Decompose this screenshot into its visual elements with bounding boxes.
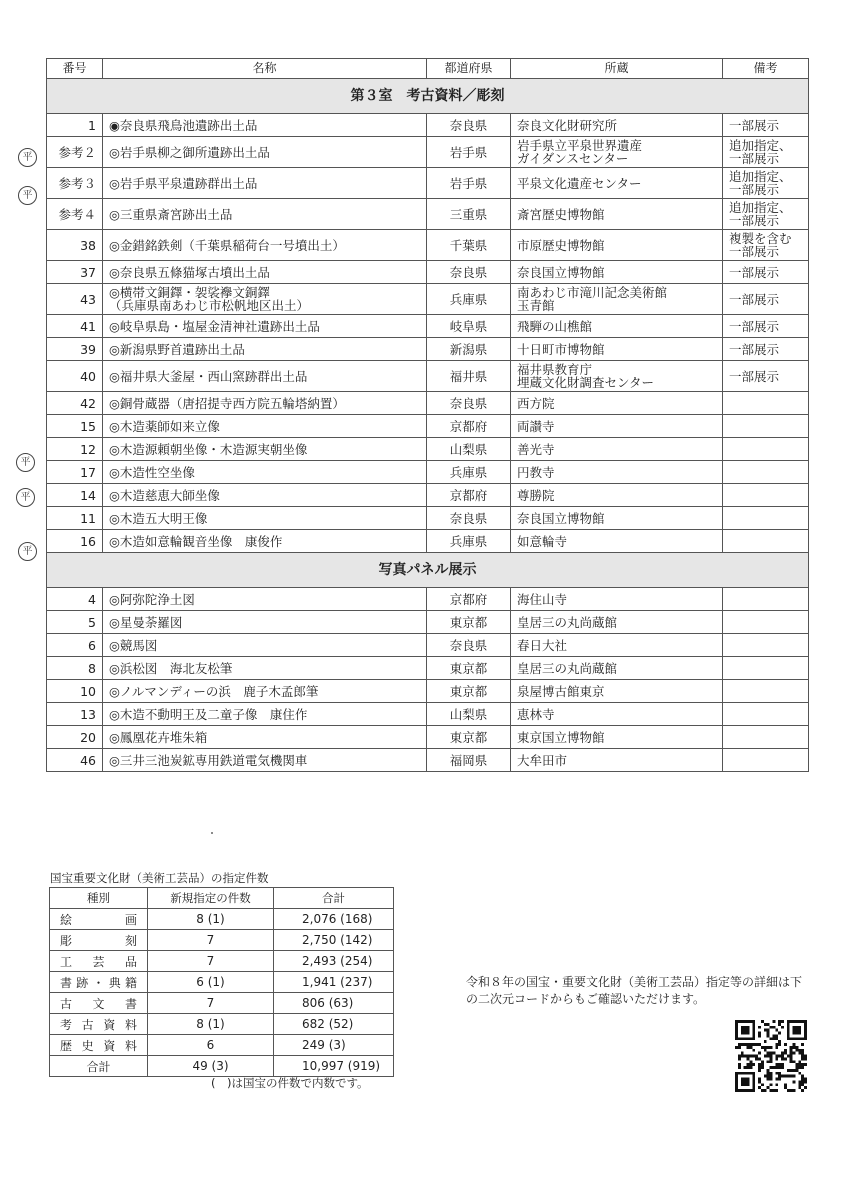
summary-new-count: 7: [148, 951, 274, 972]
row-owner: 尊勝院: [511, 484, 723, 507]
row-prefecture: 山梨県: [427, 438, 511, 461]
row-name: ◎木造慈恵大師坐像: [103, 484, 427, 507]
row-owner: 両讃寺: [511, 415, 723, 438]
section-header-archaeology: [47, 79, 809, 114]
header-owner: 所蔵: [511, 59, 723, 79]
row-remarks: [723, 484, 809, 507]
row-number: 参考２: [47, 137, 103, 168]
row-remarks: 一部展示: [723, 361, 809, 392]
row-name: ◎銅骨蔵器（唐招提寺西方院五輪塔納置）: [103, 392, 427, 415]
scan-speck: [211, 832, 213, 834]
row-name: ◎阿弥陀浄土図: [103, 588, 427, 611]
row-owner: 奈良文化財研究所: [511, 114, 723, 137]
row-remarks: 一部展示: [723, 315, 809, 338]
summary-total: 2,076 (168): [274, 909, 394, 930]
row-owner: 岩手県立平泉世界遺産 ガイダンスセンター: [511, 137, 723, 168]
row-prefecture: 兵庫県: [427, 284, 511, 315]
summary-kind: 歴史資料: [50, 1035, 148, 1056]
table-row: [47, 114, 809, 137]
row-remarks: [723, 438, 809, 461]
row-owner: 平泉文化遺産センター: [511, 168, 723, 199]
table-row: [47, 484, 809, 507]
row-prefecture: 新潟県: [427, 338, 511, 361]
header-number: 番号: [47, 59, 103, 79]
summary-total: 249 (3): [274, 1035, 394, 1056]
summary-row: [50, 930, 394, 951]
row-number: 43: [47, 284, 103, 315]
table-row: [47, 530, 809, 553]
table-row: [47, 657, 809, 680]
row-number: 46: [47, 749, 103, 772]
row-name: ◎奈良県五條猫塚古墳出土品: [103, 261, 427, 284]
table-row: [47, 749, 809, 772]
table-row: [47, 507, 809, 530]
row-name: ◎木造如意輪観音坐像 康俊作: [103, 530, 427, 553]
row-number: 13: [47, 703, 103, 726]
seal-stamp-icon: 平: [18, 148, 37, 167]
row-owner: 皇居三の丸尚蔵館: [511, 611, 723, 634]
row-remarks: 複製を含む 一部展示: [723, 230, 809, 261]
row-prefecture: 兵庫県: [427, 530, 511, 553]
row-remarks: 追加指定、 一部展示: [723, 137, 809, 168]
seal-stamp-icon: 平: [16, 453, 35, 472]
summary-title: 国宝重要文化財（美術工芸品）の指定件数: [50, 871, 269, 885]
row-owner: 十日町市博物館: [511, 338, 723, 361]
table-row: [47, 338, 809, 361]
row-name: ◉奈良県飛鳥池遺跡出土品: [103, 114, 427, 137]
row-remarks: [723, 680, 809, 703]
row-owner: 市原歴史博物館: [511, 230, 723, 261]
row-prefecture: 奈良県: [427, 392, 511, 415]
row-prefecture: 福岡県: [427, 749, 511, 772]
row-name: ◎鳳凰花卉堆朱箱: [103, 726, 427, 749]
row-number: 20: [47, 726, 103, 749]
summary-total: 682 (52): [274, 1014, 394, 1035]
row-number: 4: [47, 588, 103, 611]
row-prefecture: 奈良県: [427, 114, 511, 137]
row-remarks: [723, 588, 809, 611]
table-row: [47, 315, 809, 338]
table-row: [47, 438, 809, 461]
row-number: 8: [47, 657, 103, 680]
seal-stamp-icon: 平: [16, 488, 35, 507]
row-name: ◎木造薬師如来立像: [103, 415, 427, 438]
summary-row: [50, 972, 394, 993]
row-name: ◎三井三池炭鉱専用鉄道電気機関車: [103, 749, 427, 772]
table-row: [47, 168, 809, 199]
row-name: ◎木造源頼朝坐像・木造源実朝坐像: [103, 438, 427, 461]
summary-header-total: 合計: [274, 888, 394, 909]
row-remarks: [723, 392, 809, 415]
row-remarks: [723, 634, 809, 657]
row-number: 40: [47, 361, 103, 392]
row-name: ◎金錯銘鉄剣（千葉県稲荷台一号墳出土）: [103, 230, 427, 261]
summary-row: [50, 993, 394, 1014]
row-remarks: [723, 749, 809, 772]
seal-stamp-icon: 平: [18, 186, 37, 205]
summary-kind: 彫刻: [50, 930, 148, 951]
table-row: [47, 680, 809, 703]
row-owner: 春日大社: [511, 634, 723, 657]
row-prefecture: 東京都: [427, 657, 511, 680]
header-remarks: 備考: [723, 59, 809, 79]
row-owner: 斎宮歴史博物館: [511, 199, 723, 230]
footer-note: 令和８年の国宝・重要文化財（美術工芸品）指定等の詳細は下の二次元コードからもご確認いただけます。: [466, 975, 803, 1006]
header-name: 名称: [103, 59, 427, 79]
summary-header-new: 新規指定の件数: [148, 888, 274, 909]
summary-kind: 古文書: [50, 993, 148, 1014]
summary-new-count: 7: [148, 993, 274, 1014]
row-owner: 南あわじ市滝川記念美術館 玉青館: [511, 284, 723, 315]
row-prefecture: 奈良県: [427, 507, 511, 530]
row-prefecture: 千葉県: [427, 230, 511, 261]
row-number: 17: [47, 461, 103, 484]
row-number: 37: [47, 261, 103, 284]
row-number: 6: [47, 634, 103, 657]
row-number: 42: [47, 392, 103, 415]
table-row: [47, 703, 809, 726]
row-name: ◎星曼荼羅図: [103, 611, 427, 634]
row-number: 5: [47, 611, 103, 634]
table-row: [47, 634, 809, 657]
summary-kind: 書跡・典籍: [50, 972, 148, 993]
designation-table: [46, 58, 809, 772]
row-remarks: [723, 530, 809, 553]
summary-kind: 考古資料: [50, 1014, 148, 1035]
table-row: [47, 361, 809, 392]
row-owner: 皇居三の丸尚蔵館: [511, 657, 723, 680]
row-prefecture: 兵庫県: [427, 461, 511, 484]
row-name: ◎木造不動明王及二童子像 康住作: [103, 703, 427, 726]
summary-new-count: 8 (1): [148, 1014, 274, 1035]
table-row: [47, 415, 809, 438]
row-remarks: 一部展示: [723, 261, 809, 284]
row-prefecture: 東京都: [427, 680, 511, 703]
summary-total: 2,750 (142): [274, 930, 394, 951]
seal-stamp-icon: 平: [18, 542, 37, 561]
row-remarks: [723, 657, 809, 680]
summary-new-count: 6: [148, 1035, 274, 1056]
row-owner: 西方院: [511, 392, 723, 415]
summary-kind: 合計: [50, 1056, 148, 1077]
summary-row: [50, 1056, 394, 1077]
table-row: [47, 611, 809, 634]
section-header-photo-panels: [47, 553, 809, 588]
row-remarks: 一部展示: [723, 114, 809, 137]
summary-row: [50, 909, 394, 930]
row-prefecture: 岩手県: [427, 168, 511, 199]
row-name: ◎木造性空坐像: [103, 461, 427, 484]
section-title: 写真パネル展示: [47, 553, 809, 588]
section-title: 第３室 考古資料／彫刻: [47, 79, 809, 114]
row-remarks: 追加指定、 一部展示: [723, 168, 809, 199]
summary-total: 806 (63): [274, 993, 394, 1014]
row-owner: 善光寺: [511, 438, 723, 461]
row-prefecture: 東京都: [427, 611, 511, 634]
row-prefecture: 京都府: [427, 484, 511, 507]
row-owner: 海住山寺: [511, 588, 723, 611]
row-prefecture: 山梨県: [427, 703, 511, 726]
summary-note: ( )は国宝の件数で内数です。: [211, 1076, 369, 1090]
summary-row: [50, 1035, 394, 1056]
row-remarks: [723, 507, 809, 530]
row-remarks: 一部展示: [723, 284, 809, 315]
row-name: ◎岩手県平泉遺跡群出土品: [103, 168, 427, 199]
row-owner: 円教寺: [511, 461, 723, 484]
row-owner: 福井県教育庁 埋蔵文化財調査センター: [511, 361, 723, 392]
summary-new-count: 8 (1): [148, 909, 274, 930]
summary-new-count: 6 (1): [148, 972, 274, 993]
row-prefecture: 福井県: [427, 361, 511, 392]
table-row: [47, 230, 809, 261]
row-owner: 恵林寺: [511, 703, 723, 726]
header-prefecture: 都道府県: [427, 59, 511, 79]
header-row: [47, 59, 809, 79]
row-number: 41: [47, 315, 103, 338]
row-prefecture: 岩手県: [427, 137, 511, 168]
summary-total: 2,493 (254): [274, 951, 394, 972]
summary-new-count: 49 (3): [148, 1056, 274, 1077]
row-remarks: [723, 415, 809, 438]
row-name: ◎岐阜県島・塩屋金清神社遺跡出土品: [103, 315, 427, 338]
row-remarks: [723, 611, 809, 634]
table-row: [47, 588, 809, 611]
row-remarks: [723, 726, 809, 749]
summary-table: [49, 887, 394, 1077]
row-owner: 飛騨の山樵館: [511, 315, 723, 338]
table-row: [47, 137, 809, 168]
row-number: 16: [47, 530, 103, 553]
summary-kind: 絵画: [50, 909, 148, 930]
row-number: 10: [47, 680, 103, 703]
table-row: [47, 284, 809, 315]
row-prefecture: 奈良県: [427, 634, 511, 657]
row-remarks: 一部展示: [723, 338, 809, 361]
summary-header-kind: 種別: [50, 888, 148, 909]
summary-new-count: 7: [148, 930, 274, 951]
row-name: ◎岩手県柳之御所遺跡出土品: [103, 137, 427, 168]
row-prefecture: 岐阜県: [427, 315, 511, 338]
row-remarks: [723, 461, 809, 484]
table-row: [47, 461, 809, 484]
summary-kind: 工芸品: [50, 951, 148, 972]
row-name: ◎浜松図 海北友松筆: [103, 657, 427, 680]
row-name: ◎三重県斎宮跡出土品: [103, 199, 427, 230]
summary-row: [50, 1014, 394, 1035]
table-row: [47, 726, 809, 749]
row-remarks: 追加指定、 一部展示: [723, 199, 809, 230]
row-prefecture: 奈良県: [427, 261, 511, 284]
row-number: 39: [47, 338, 103, 361]
row-number: 12: [47, 438, 103, 461]
row-prefecture: 三重県: [427, 199, 511, 230]
row-prefecture: 京都府: [427, 415, 511, 438]
row-number: 15: [47, 415, 103, 438]
summary-total: 10,997 (919): [274, 1056, 394, 1077]
row-owner: 東京国立博物館: [511, 726, 723, 749]
row-owner: 奈良国立博物館: [511, 261, 723, 284]
row-name: ◎新潟県野首遺跡出土品: [103, 338, 427, 361]
row-owner: 如意輪寺: [511, 530, 723, 553]
row-name: ◎福井県大釜屋・西山窯跡群出土品: [103, 361, 427, 392]
row-number: 参考３: [47, 168, 103, 199]
table-row: [47, 199, 809, 230]
row-prefecture: 東京都: [427, 726, 511, 749]
row-number: 14: [47, 484, 103, 507]
summary-total: 1,941 (237): [274, 972, 394, 993]
row-owner: 奈良国立博物館: [511, 507, 723, 530]
row-remarks: [723, 703, 809, 726]
row-number: 1: [47, 114, 103, 137]
table-row: [47, 392, 809, 415]
row-name: ◎競馬図: [103, 634, 427, 657]
row-number: 38: [47, 230, 103, 261]
row-number: 参考４: [47, 199, 103, 230]
row-prefecture: 京都府: [427, 588, 511, 611]
row-name: ◎木造五大明王像: [103, 507, 427, 530]
row-owner: 大牟田市: [511, 749, 723, 772]
row-name: ◎ノルマンディーの浜 鹿子木孟郎筆: [103, 680, 427, 703]
summary-row: [50, 951, 394, 972]
qr-code-icon[interactable]: [735, 1020, 807, 1092]
row-owner: 泉屋博古館東京: [511, 680, 723, 703]
summary-header-row: [50, 888, 394, 909]
row-name: ◎横帯文銅鐸・袈裟襷文銅鐸 （兵庫県南あわじ市松帆地区出土）: [103, 284, 427, 315]
row-number: 11: [47, 507, 103, 530]
table-row: [47, 261, 809, 284]
